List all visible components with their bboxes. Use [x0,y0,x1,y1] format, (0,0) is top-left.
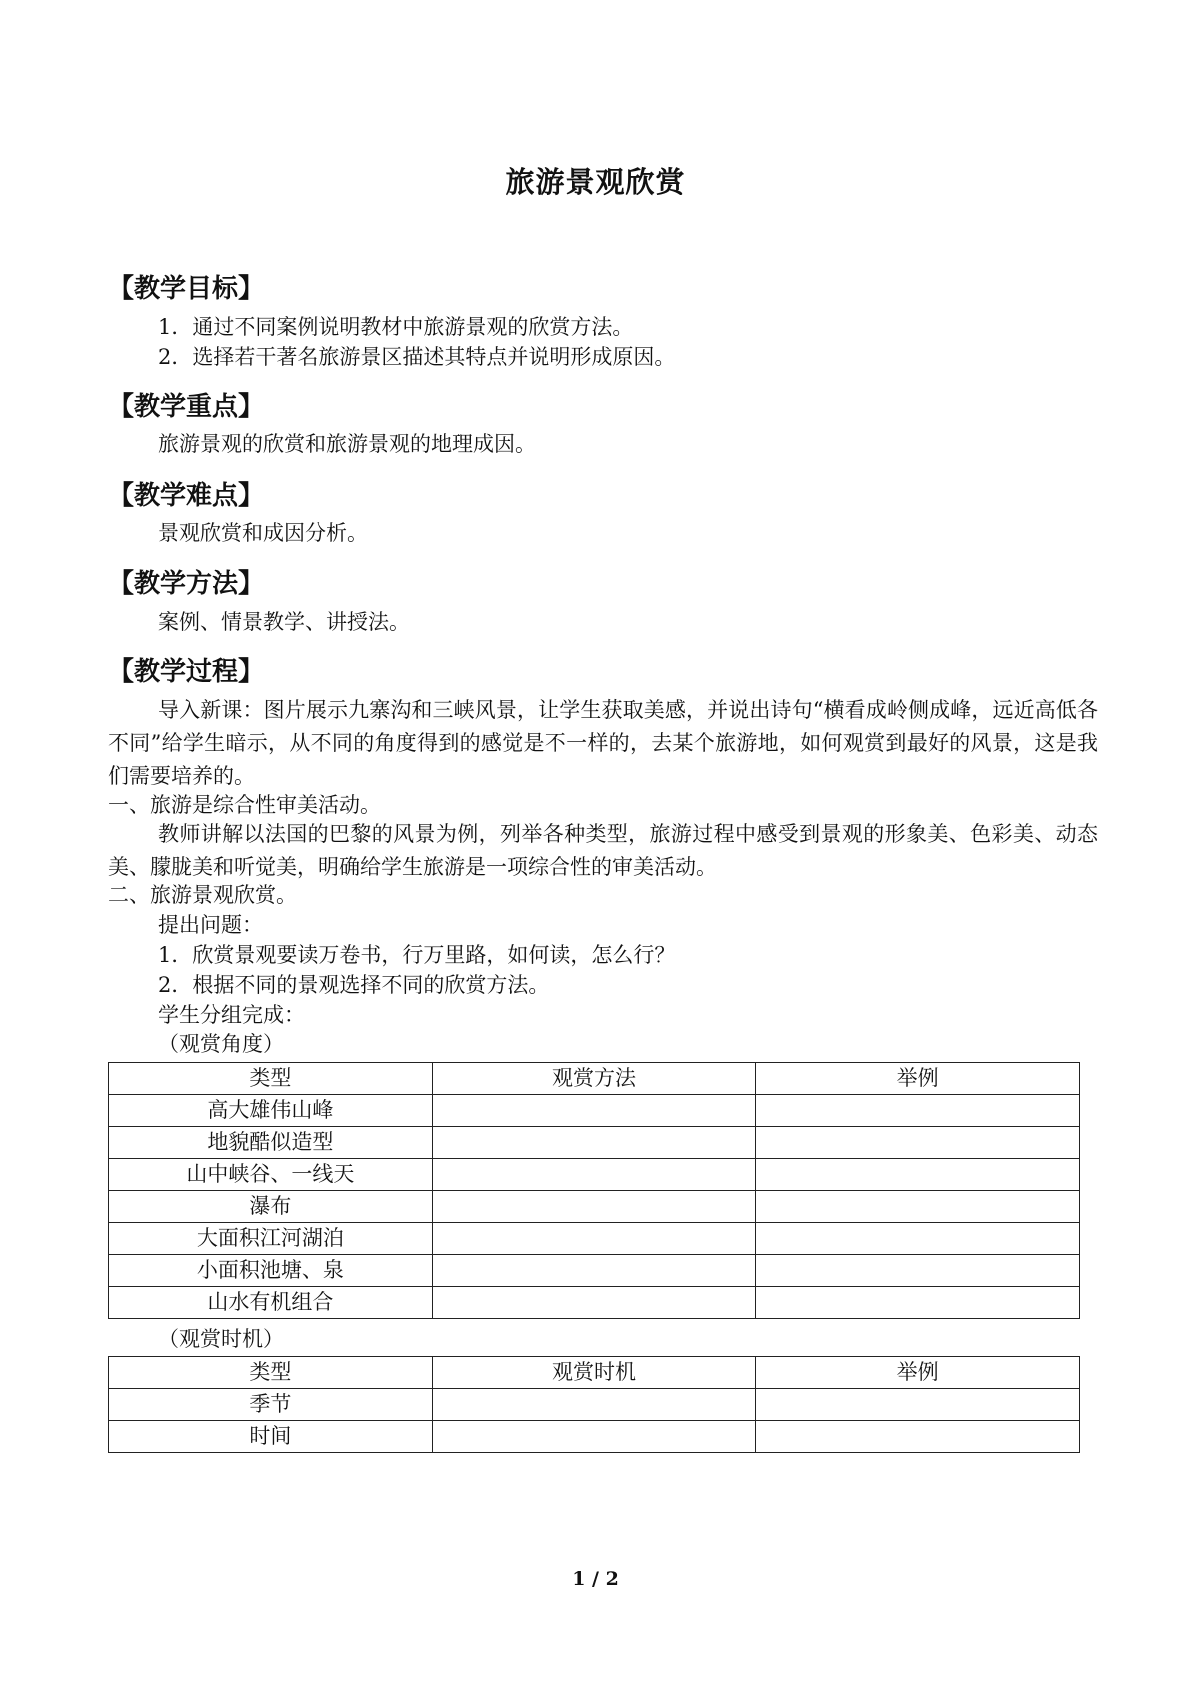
table-header-row [109,1063,1080,1095]
type-cell: 大面积江河湖泊 [109,1223,433,1255]
empty-cell [432,1421,756,1453]
empty-cell [432,1255,756,1287]
empty-cell [756,1095,1080,1127]
document-title: 旅游景观欣赏 [505,165,686,199]
question-item: 1．欣赏景观要读万卷书，行万里路，如何读，怎么行？ [158,943,676,967]
empty-cell [756,1159,1080,1191]
empty-cell [756,1255,1080,1287]
question-label: 提出问题： [158,913,263,937]
table-header-row [109,1357,1080,1389]
empty-cell [432,1287,756,1319]
table-header-cell: 举例 [756,1357,1080,1389]
type-cell: 时间 [109,1421,433,1453]
type-cell: 瀑布 [109,1191,433,1223]
viewing-angle-table [108,1062,1080,1319]
heading-key-points: 【教学重点】 [108,392,265,422]
empty-cell [756,1223,1080,1255]
empty-cell [756,1191,1080,1223]
empty-cell [432,1127,756,1159]
table2-caption: （观赏时机） [158,1327,284,1351]
table-row [109,1191,1080,1223]
type-cell: 季节 [109,1389,433,1421]
difficulties-text: 景观欣赏和成因分析。 [158,521,368,545]
table-row [109,1421,1080,1453]
question-item: 2．根据不同的景观选择不同的欣赏方法。 [158,973,550,997]
group-label: 学生分组完成： [158,1003,305,1027]
empty-cell [756,1421,1080,1453]
table-header-cell: 观赏方法 [432,1063,756,1095]
goal-item: 1．通过不同案例说明教材中旅游景观的欣赏方法。 [158,315,634,339]
heading-teaching-goals: 【教学目标】 [108,274,265,304]
table-row [109,1159,1080,1191]
table-row [109,1223,1080,1255]
empty-cell [432,1389,756,1421]
methods-text: 案例、情景教学、讲授法。 [158,610,410,634]
intro-paragraph: 导入新课：图片展示九寨沟和三峡风景，让学生获取美感，并说出诗句“横看成岭侧成峰，远近高低各不同”给学生暗示，从不同的角度得到的感觉是不一样的，去某个旅游地，如何观赏到最好的风景，这是我们需要培养的。 [108,698,1098,788]
viewing-timing-table [108,1356,1080,1453]
table-row [109,1389,1080,1421]
empty-cell [756,1287,1080,1319]
page-number: 1 / 2 [572,1568,619,1590]
part1-paragraph: 教师讲解以法国的巴黎的风景为例，列举各种类型，旅游过程中感受到景观的形象美、色彩美、动态美、朦胧美和听觉美，明确给学生旅游是一项综合性的审美活动。 [108,822,1098,879]
part2-title: 二、旅游景观欣赏。 [108,883,297,907]
empty-cell [432,1191,756,1223]
table-header-cell: 类型 [109,1357,433,1389]
table1-caption: （观赏角度） [158,1032,284,1056]
table-row [109,1287,1080,1319]
type-cell: 小面积池塘、泉 [109,1255,433,1287]
type-cell: 地貌酷似造型 [109,1127,433,1159]
goal-item: 2．选择若干著名旅游景区描述其特点并说明形成原因。 [158,345,676,369]
empty-cell [756,1389,1080,1421]
table-header-cell: 类型 [109,1063,433,1095]
key-points-text: 旅游景观的欣赏和旅游景观的地理成因。 [158,432,536,456]
table-row [109,1255,1080,1287]
type-cell: 高大雄伟山峰 [109,1095,433,1127]
type-cell: 山水有机组合 [109,1287,433,1319]
part1-title: 一、旅游是综合性审美活动。 [108,793,381,817]
table-header-cell: 举例 [756,1063,1080,1095]
heading-process: 【教学过程】 [108,657,265,687]
empty-cell [432,1159,756,1191]
table-header-cell: 观赏时机 [432,1357,756,1389]
type-cell: 山中峡谷、一线天 [109,1159,433,1191]
table-row [109,1127,1080,1159]
empty-cell [756,1127,1080,1159]
empty-cell [432,1223,756,1255]
empty-cell [432,1095,756,1127]
table-row [109,1095,1080,1127]
heading-methods: 【教学方法】 [108,569,265,599]
heading-difficulties: 【教学难点】 [108,481,265,511]
